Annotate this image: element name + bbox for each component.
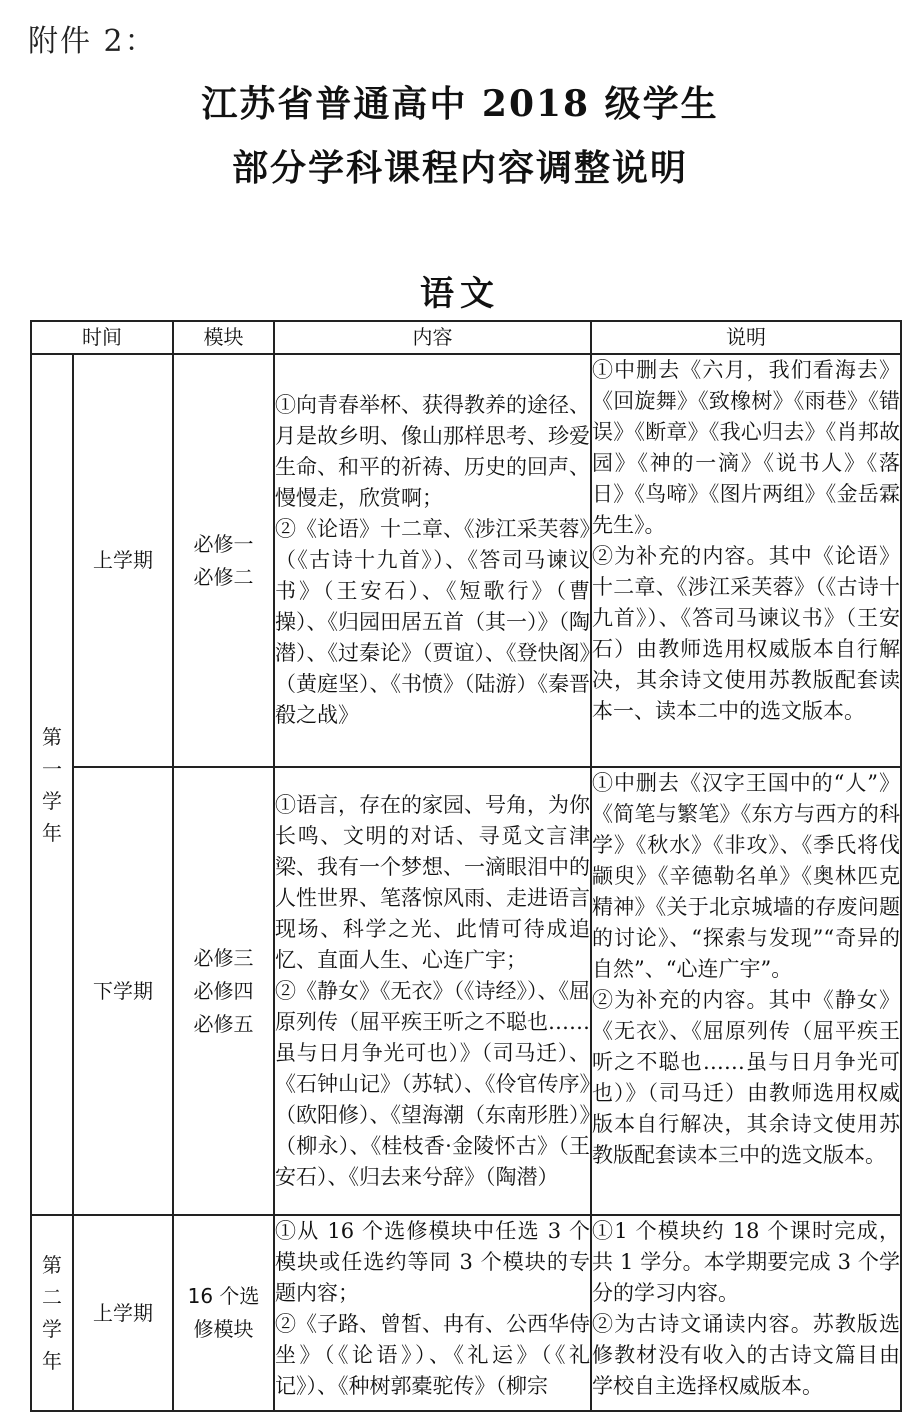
attachment-label: 附件 2： (28, 24, 157, 59)
header-time: 时间 (31, 321, 173, 354)
table-row (31, 354, 901, 767)
note-cell: ①中删去《六月，我们看海去》《回旋舞》《致橡树》《雨巷》《错误》《断章》《我心归去》《肖邦故园》《神的一滴》《说书人》《落日》《鸟啼》《图片两组》《金岳霖先生》。 ②为补充的内容。其中《论语》十二章、《涉江采芙蓉》（《古诗十九首》）、《答司马谏议书》（王安石）由教师选用权威版本自行解决，其余诗文使用苏教版配套读本一、读本二中的选文版本。 (591, 354, 901, 767)
term-label: 上学期 (73, 354, 173, 767)
content-cell: ①向青春举杯、获得教养的途径、月是故乡明、像山那样思考、珍爱生命、和平的祈祷、历史的回声、慢慢走，欣赏啊； ②《论语》十二章、《涉江采芙蓉》（《古诗十九首》）、《答司马谏议书》（王安石）、《短歌行》（曹操）、《归园田居五首（其一）》（陶潜）、《过秦论》（贾谊）、《登快阁》（黄庭坚）、《书愤》（陆游）《秦晋殽之战》 (274, 354, 591, 767)
subject-heading: 语文 (420, 274, 500, 314)
term-label: 上学期 (73, 1215, 173, 1411)
curriculum-table (30, 320, 902, 1412)
note-cell: ①中删去《汉字王国中的“人”》《简笔与繁笔》《东方与西方的科学》《秋水》《非攻》、《季氏将伐颛臾》《辛德勒名单》《奥林匹克精神》《关于北京城墙的存废问题的讨论》、“探索与发现”“奇异的自然”、“心连广宇”。 ②为补充的内容。其中《静女》《无衣》、《屈原列传（屈平疾王听之不聪也……虽与日月争光可也）》（司马迁）由教师选用权威版本自行解决，其余诗文使用苏教版配套读本三中的选文版本。 (591, 767, 901, 1215)
term-label: 下学期 (73, 767, 173, 1215)
header-module: 模块 (173, 321, 274, 354)
year-label-second: 第 二 学 年 (31, 1215, 73, 1411)
module-cell: 16 个选 修模块 (173, 1215, 274, 1411)
document-title-line-2: 部分学科课程内容调整说明 (231, 147, 688, 189)
module-cell: 必修三 必修四 必修五 (173, 767, 274, 1215)
year-label-first: 第 一 学 年 (31, 354, 73, 1215)
header-content: 内容 (274, 321, 591, 354)
content-cell: ①语言，存在的家园、号角，为你长鸣、文明的对话、寻觅文言津梁、我有一个梦想、一滴眼泪中的人性世界、笔落惊风雨、走进语言现场、科学之光、此情可待成追忆、直面人生、心连广宇； ②《静女》《无衣》（《诗经》）、《屈原列传（屈平疾王听之不聪也……虽与日月争光可也）》（司马迁）、《石钟山记》（苏轼）、《伶官传序》（欧阳修）、《望海潮（东南形胜）》（柳永）、《桂枝香·金陵怀古》（王安石）、《归去来兮辞》（陶潜） (274, 767, 591, 1215)
note-cell: ①1 个模块约 18 个课时完成，共 1 学分。本学期要完成 3 个学分的学习内容。 ②为古诗文诵读内容。苏教版选修教材没有收入的古诗文篇目由学校自主选择权威版本。 (591, 1215, 901, 1411)
table-row (31, 1215, 901, 1411)
table-header-row (31, 321, 901, 354)
document-title-line-1: 江苏省普通高中 2018 级学生 (201, 83, 719, 125)
content-cell: ①从 16 个选修模块中任选 3 个模块或任选约等同 3 个模块的专题内容； ②《子路、曾皙、冉有、公西华侍坐》（《论语》）、《礼运》（《礼记》）、《种树郭橐驼传》（柳宗 (274, 1215, 591, 1411)
header-note: 说明 (591, 321, 901, 354)
module-cell: 必修一 必修二 (173, 354, 274, 767)
table-row (31, 767, 901, 1215)
